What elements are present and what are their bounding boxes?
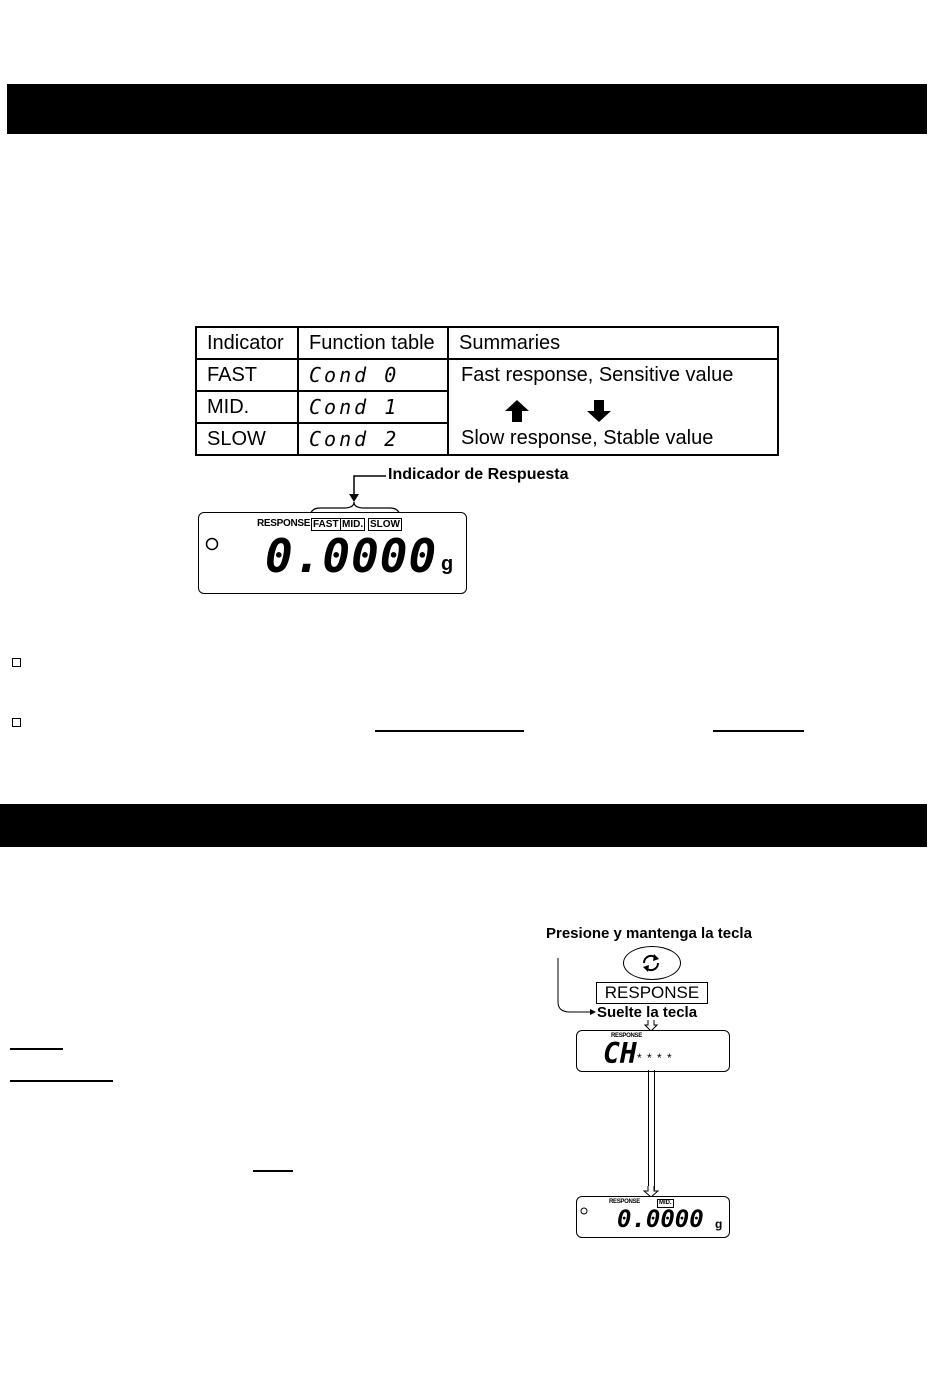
flow-line (648, 1070, 655, 1190)
bullet-checkbox (12, 658, 21, 667)
underline (10, 1080, 113, 1082)
display-result-mode: MID. (659, 1200, 672, 1206)
bullet-checkbox (12, 718, 21, 727)
arrow-up-icon (503, 398, 531, 424)
display-result-response-label: RESPONSE (609, 1199, 640, 1205)
summary-bottom: Slow response, Stable value (461, 427, 714, 449)
underline (10, 1048, 63, 1050)
response-table (195, 326, 779, 456)
display-result (576, 1196, 730, 1238)
summary-top: Fast response, Sensitive value (461, 364, 734, 386)
section-header-bar (0, 804, 927, 847)
indicator-fast: FAST (196, 359, 298, 391)
arrow-down-icon (585, 398, 613, 424)
balance-display (198, 512, 467, 594)
display-mode-fast: FAST (313, 519, 339, 530)
flow-arrow-left (548, 956, 598, 1020)
display-mode-mid: MID. (342, 519, 364, 530)
code-fast: Cond 0 (298, 359, 448, 391)
display-change-reading: CH (603, 1037, 637, 1070)
indicator-label: Indicador de Respuesta (388, 466, 569, 483)
cal-key-button[interactable] (623, 946, 681, 980)
response-key-label: RESPONSE (596, 982, 708, 1004)
code-slow: Cond 2 (298, 423, 448, 455)
indicator-slow: SLOW (196, 423, 298, 455)
code-mid: Cond 1 (298, 391, 448, 423)
header-summaries: Summaries (448, 327, 778, 359)
display-result-reading: 0.0000 (617, 1205, 704, 1233)
underline (253, 1170, 293, 1172)
section-header-bar (7, 84, 927, 134)
summary-cell (448, 359, 778, 455)
cycle-arrows-icon (640, 953, 662, 973)
display-reading: 0.0000 (265, 529, 438, 583)
display-unit: g (441, 553, 454, 575)
underline (375, 730, 524, 732)
display-result-unit: g (715, 1217, 723, 1231)
display-mode-slow: SLOW (370, 519, 400, 530)
indicator-mid: MID. (196, 391, 298, 423)
display-change-mode (576, 1030, 730, 1072)
header-function-table: Function table (298, 327, 448, 359)
underline (713, 730, 804, 732)
press-hold-label: Presione y mantenga la tecla (546, 925, 752, 942)
stable-circle-icon (205, 537, 219, 551)
display-change-stars: * * * * (637, 1051, 673, 1065)
header-indicator: Indicator (196, 327, 298, 359)
release-key-label: Suelte la tecla (597, 1004, 698, 1021)
display-change-response-label: RESPONSE (611, 1033, 642, 1039)
display-response-label: RESPONSE (257, 518, 311, 529)
stable-circle-icon (580, 1207, 588, 1215)
